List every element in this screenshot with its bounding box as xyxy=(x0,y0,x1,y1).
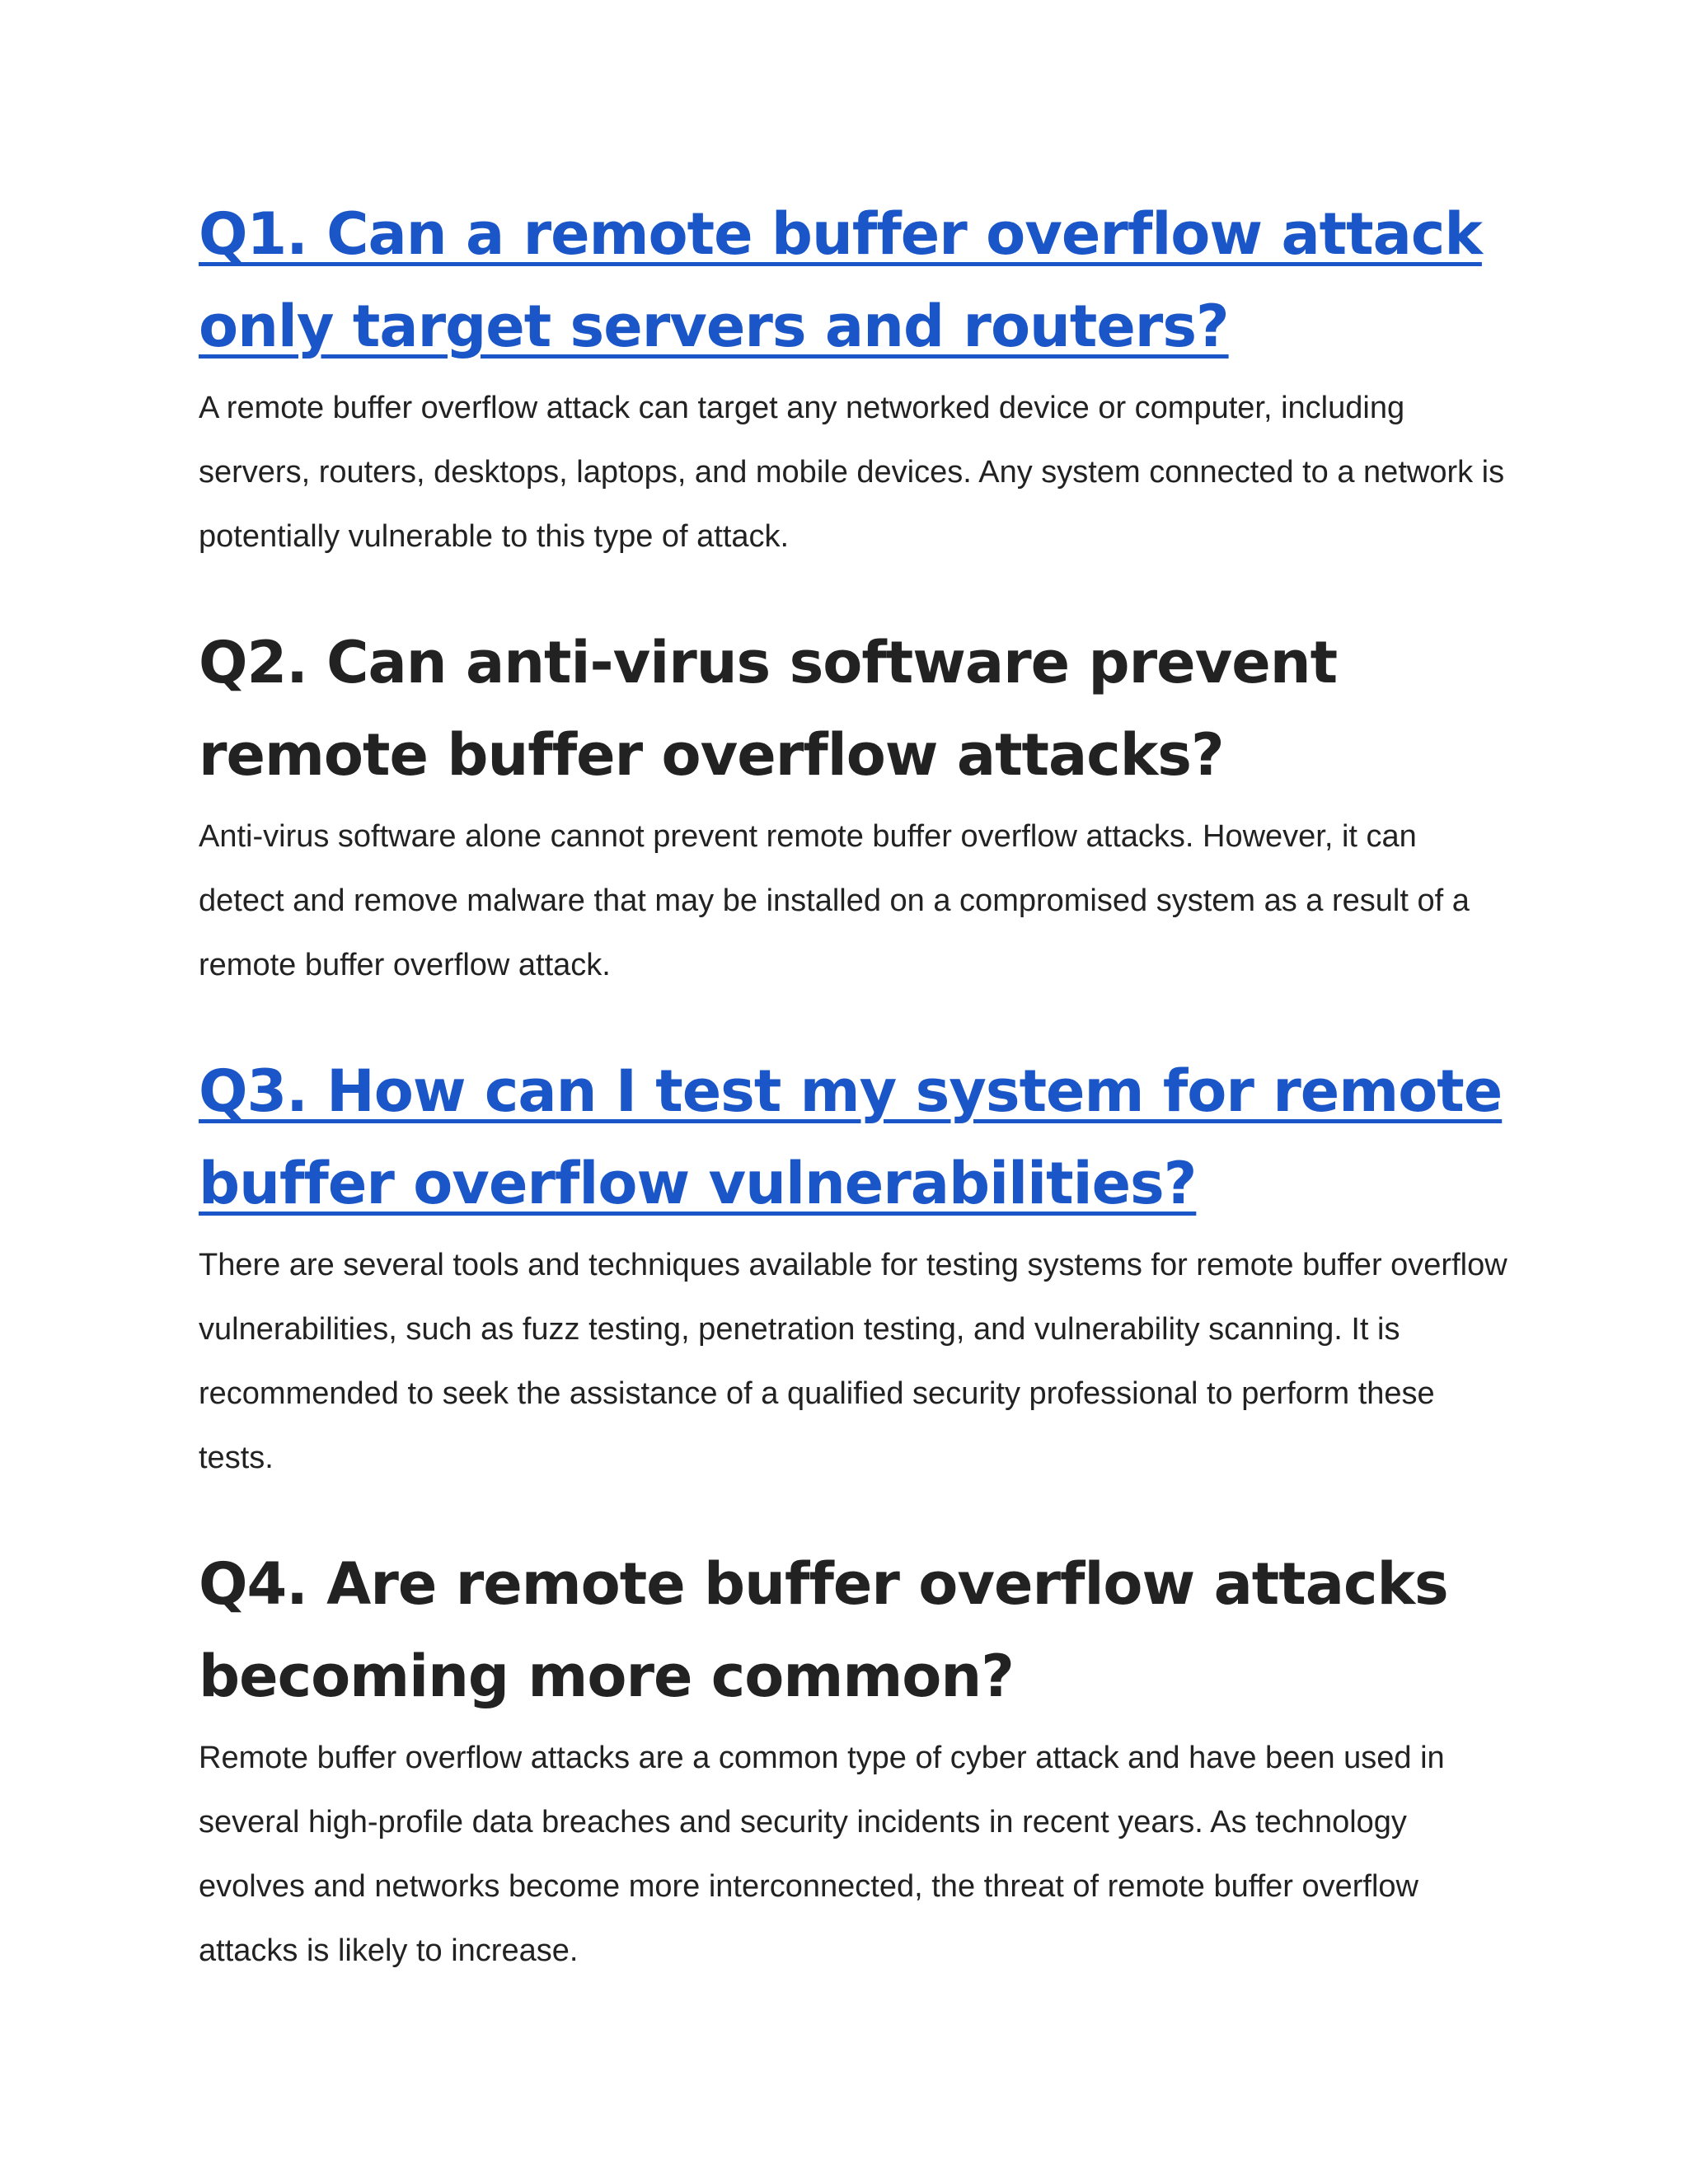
faq-answer-4: Remote buffer overflow attacks are a common type of cyber attack and have been used in several high-profile data breaches and security incidents in recent years. As technology evolves and networks become more interconnected, the threat of remote buffer overflow attacks is likely to increase. xyxy=(199,1741,1445,1968)
faq-section xyxy=(199,188,1517,1983)
faq-answer-3: There are several tools and techniques available for testing systems for remote buffer overflow vulnerabilities, such as fuzz testing, penetration testing, and vulnerability scanning. It is recommended to seek the assistance of a qualified security professional to perform these tests. xyxy=(199,1248,1507,1475)
faq-question-4-heading: Q4. Are remote buffer overflow attacks becoming more common? xyxy=(199,1550,1448,1710)
faq-answer-2: Anti-virus software alone cannot prevent remote buffer overflow attacks. However, it can detect and remove malware that may be installed on a compromised system as a result of a remote buffer overflow attack. xyxy=(199,819,1470,982)
faq-question-1-link[interactable]: Q1. Can a remote buffer overflow attack only target servers and routers? xyxy=(199,200,1482,360)
faq-item-4 xyxy=(199,1538,1517,1983)
faq-question-2-heading: Q2. Can anti-virus software prevent remote buffer overflow attacks? xyxy=(199,629,1338,789)
faq-item-2 xyxy=(199,616,1517,997)
faq-item-1 xyxy=(199,188,1517,569)
faq-answer-1: A remote buffer overflow attack can target any networked device or computer, including servers, routers, desktops, laptops, and mobile devices. Any system connected to a network is potentially vulnerable to this type of attack. xyxy=(199,391,1505,554)
faq-item-3 xyxy=(199,1045,1517,1490)
faq-question-3-link[interactable]: Q3. How can I test my system for remote buffer overflow vulnerabilities? xyxy=(199,1057,1503,1217)
